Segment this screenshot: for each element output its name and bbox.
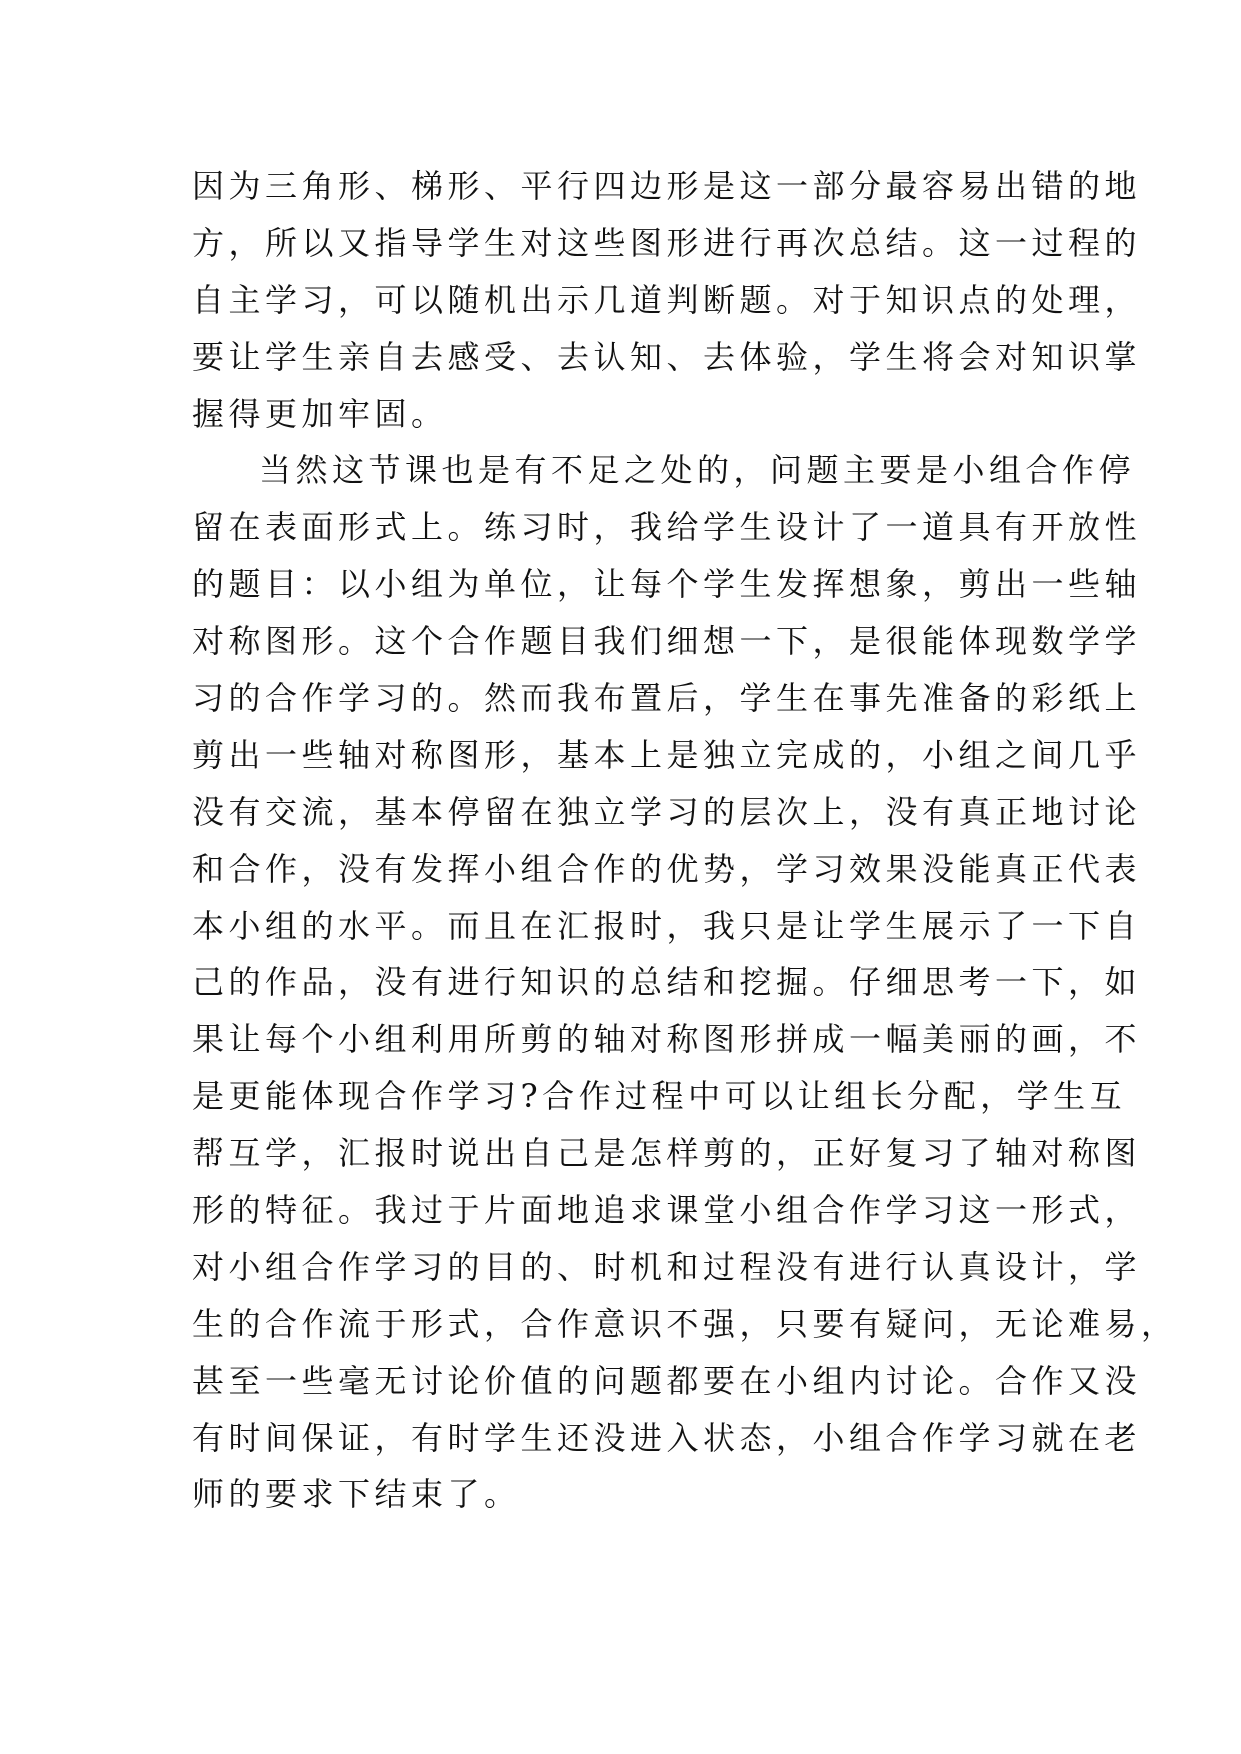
text-line: 甚至一些毫无讨论价值的问题都要在小组内讨论。合作又没 xyxy=(192,1361,1142,1400)
text-line: 师的要求下结束了。 xyxy=(192,1475,521,1514)
text-line: 果让每个小组利用所剪的轴对称图形拼成一幅美丽的画，不 xyxy=(192,1020,1142,1059)
text-line: 握得更加牢固。 xyxy=(192,394,448,433)
text-line: 和合作，没有发挥小组合作的优势，学习效果没能真正代表 xyxy=(192,849,1142,888)
paragraph-1 xyxy=(192,158,1142,442)
text-line: 因为三角形、梯形、平行四边形是这一部分最容易出错的地 xyxy=(192,167,1142,205)
text-line: 对小组合作学习的目的、时机和过程没有进行认真设计，学 xyxy=(192,1247,1142,1286)
text-line: 己的作品，没有进行知识的总结和挖掘。仔细思考一下，如 xyxy=(192,963,1142,1002)
text-line: 形的特征。我过于片面地追求课堂小组合作学习这一形式， xyxy=(192,1191,1142,1230)
text-line: 对称图形。这个合作题目我们细想一下，是很能体现数学学 xyxy=(192,622,1142,661)
text-line: 帮互学，汇报时说出自己是怎样剪的，正好复习了轴对称图 xyxy=(192,1134,1142,1173)
document-body xyxy=(192,158,1178,1523)
text-line: 剪出一些轴对称图形，基本上是独立完成的，小组之间几乎 xyxy=(192,735,1142,774)
text-line: 习的合作学习的。然而我布置后，学生在事先准备的彩纸上 xyxy=(192,679,1142,718)
text-line: 有时间保证，有时学生还没进入状态，小组合作学习就在老 xyxy=(192,1418,1142,1457)
text-line: 要让学生亲自去感受、去认知、去体验，学生将会对知识掌 xyxy=(192,337,1142,376)
text-line: 生的合作流于形式，合作意识不强，只要有疑问，无论难易， xyxy=(192,1304,1178,1343)
text-line: 方，所以又指导学生对这些图形进行再次总结。这一过程的 xyxy=(192,223,1142,262)
paragraph-2 xyxy=(192,442,1178,1523)
text-line: 的题目：以小组为单位，让每个学生发挥想象，剪出一些轴 xyxy=(192,565,1142,604)
text-line: 自主学习，可以随机出示几道判断题。对于知识点的处理， xyxy=(192,280,1142,319)
text-line: 没有交流，基本停留在独立学习的层次上，没有真正地讨论 xyxy=(192,792,1142,831)
text-line: 是更能体现合作学习?合作过程中可以让组长分配，学生互 xyxy=(192,1077,1127,1116)
text-line: 留在表面形式上。练习时，我给学生设计了一道具有开放性 xyxy=(192,508,1142,547)
text-line-indented: 当然这节课也是有不足之处的，问题主要是小组合作停 xyxy=(259,451,1136,490)
text-line: 本小组的水平。而且在汇报时，我只是让学生展示了一下自 xyxy=(192,906,1142,945)
